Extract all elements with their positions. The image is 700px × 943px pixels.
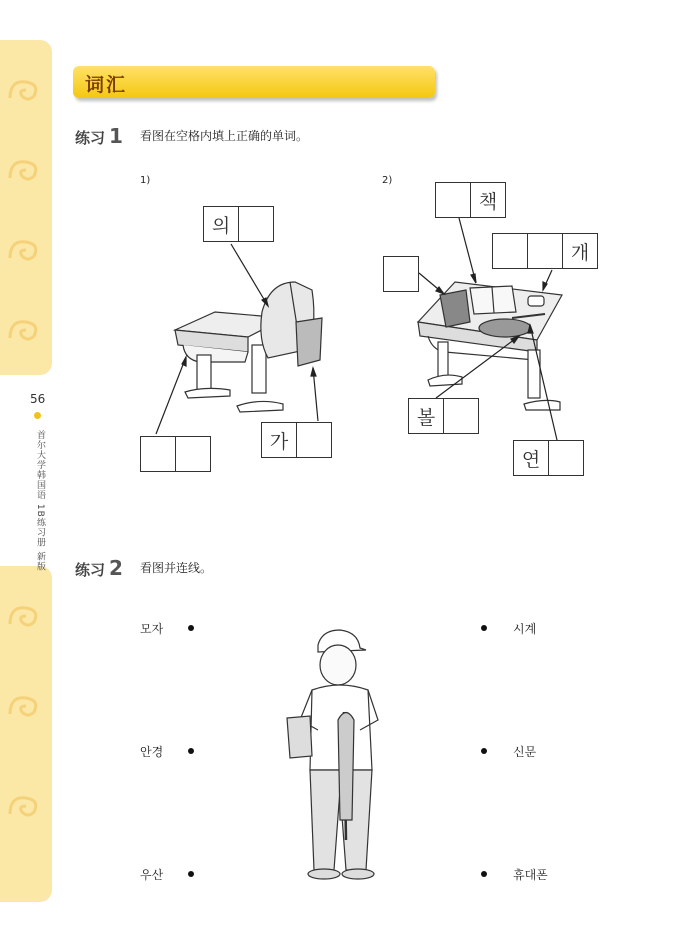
answer-cell[interactable]: 개 (570, 241, 590, 264)
answer-box-2-2 (383, 256, 419, 292)
desk-illustration (175, 282, 322, 412)
match-dot[interactable] (188, 871, 194, 877)
match-dot[interactable] (188, 625, 194, 631)
answer-cell[interactable] (176, 437, 210, 471)
answer-box-2-3 (492, 233, 598, 269)
match-dot[interactable] (481, 748, 487, 754)
answer-cell[interactable] (384, 257, 418, 291)
answer-cell[interactable] (436, 183, 471, 217)
answer-cell[interactable] (549, 441, 583, 475)
answer-box-1-1 (203, 206, 274, 242)
answer-cell[interactable] (528, 234, 563, 268)
answer-cell[interactable]: 의 (204, 207, 239, 241)
answer-box-2-1 (435, 182, 506, 218)
left-word: 우산 (140, 868, 164, 882)
match-dot[interactable] (188, 748, 194, 754)
section-title: 词汇 (85, 74, 128, 96)
answer-box-2-5 (513, 440, 584, 476)
exercise2-instruction: 看图并连线。 (140, 561, 213, 575)
answer-cell[interactable] (493, 234, 528, 268)
left-word: 모자 (140, 622, 164, 636)
exercise2-heading (75, 556, 123, 580)
exercise2-label: 练习 (75, 561, 106, 579)
right-word: 휴대폰 (513, 868, 548, 882)
answer-cell[interactable]: 가 (262, 423, 297, 457)
right-word: 시계 (513, 622, 537, 636)
answer-box-1-3 (261, 422, 332, 458)
part1-label: 1) (140, 175, 151, 186)
exercise1-label: 练习 (75, 129, 106, 147)
answer-box-2-4 (408, 398, 479, 434)
answer-box-1-2 (140, 436, 211, 472)
answer-cell[interactable] (239, 207, 273, 241)
student-illustration (287, 630, 378, 879)
answer-cell[interactable] (141, 437, 176, 471)
exercise1-number: 1 (109, 124, 123, 148)
answer-cell[interactable]: 볼 (409, 399, 444, 433)
exercise1-instruction: 看图在空格内填上正确的单词。 (140, 129, 309, 143)
right-word: 신문 (513, 745, 537, 759)
answer-cell[interactable]: 책 (478, 190, 498, 213)
exercise2-number: 2 (109, 556, 123, 580)
desk-illustration (418, 282, 562, 410)
part2-label: 2) (382, 175, 393, 186)
match-dot[interactable] (481, 625, 487, 631)
book-title: 首尔大学韩国语 1B练习册 新版 (35, 430, 45, 572)
page-number: 56 (30, 392, 46, 406)
match-dot[interactable] (481, 871, 487, 877)
answer-cell[interactable] (444, 399, 478, 433)
answer-cell[interactable]: 연 (514, 441, 549, 475)
left-word: 안경 (140, 745, 164, 759)
answer-cell[interactable] (297, 423, 331, 457)
